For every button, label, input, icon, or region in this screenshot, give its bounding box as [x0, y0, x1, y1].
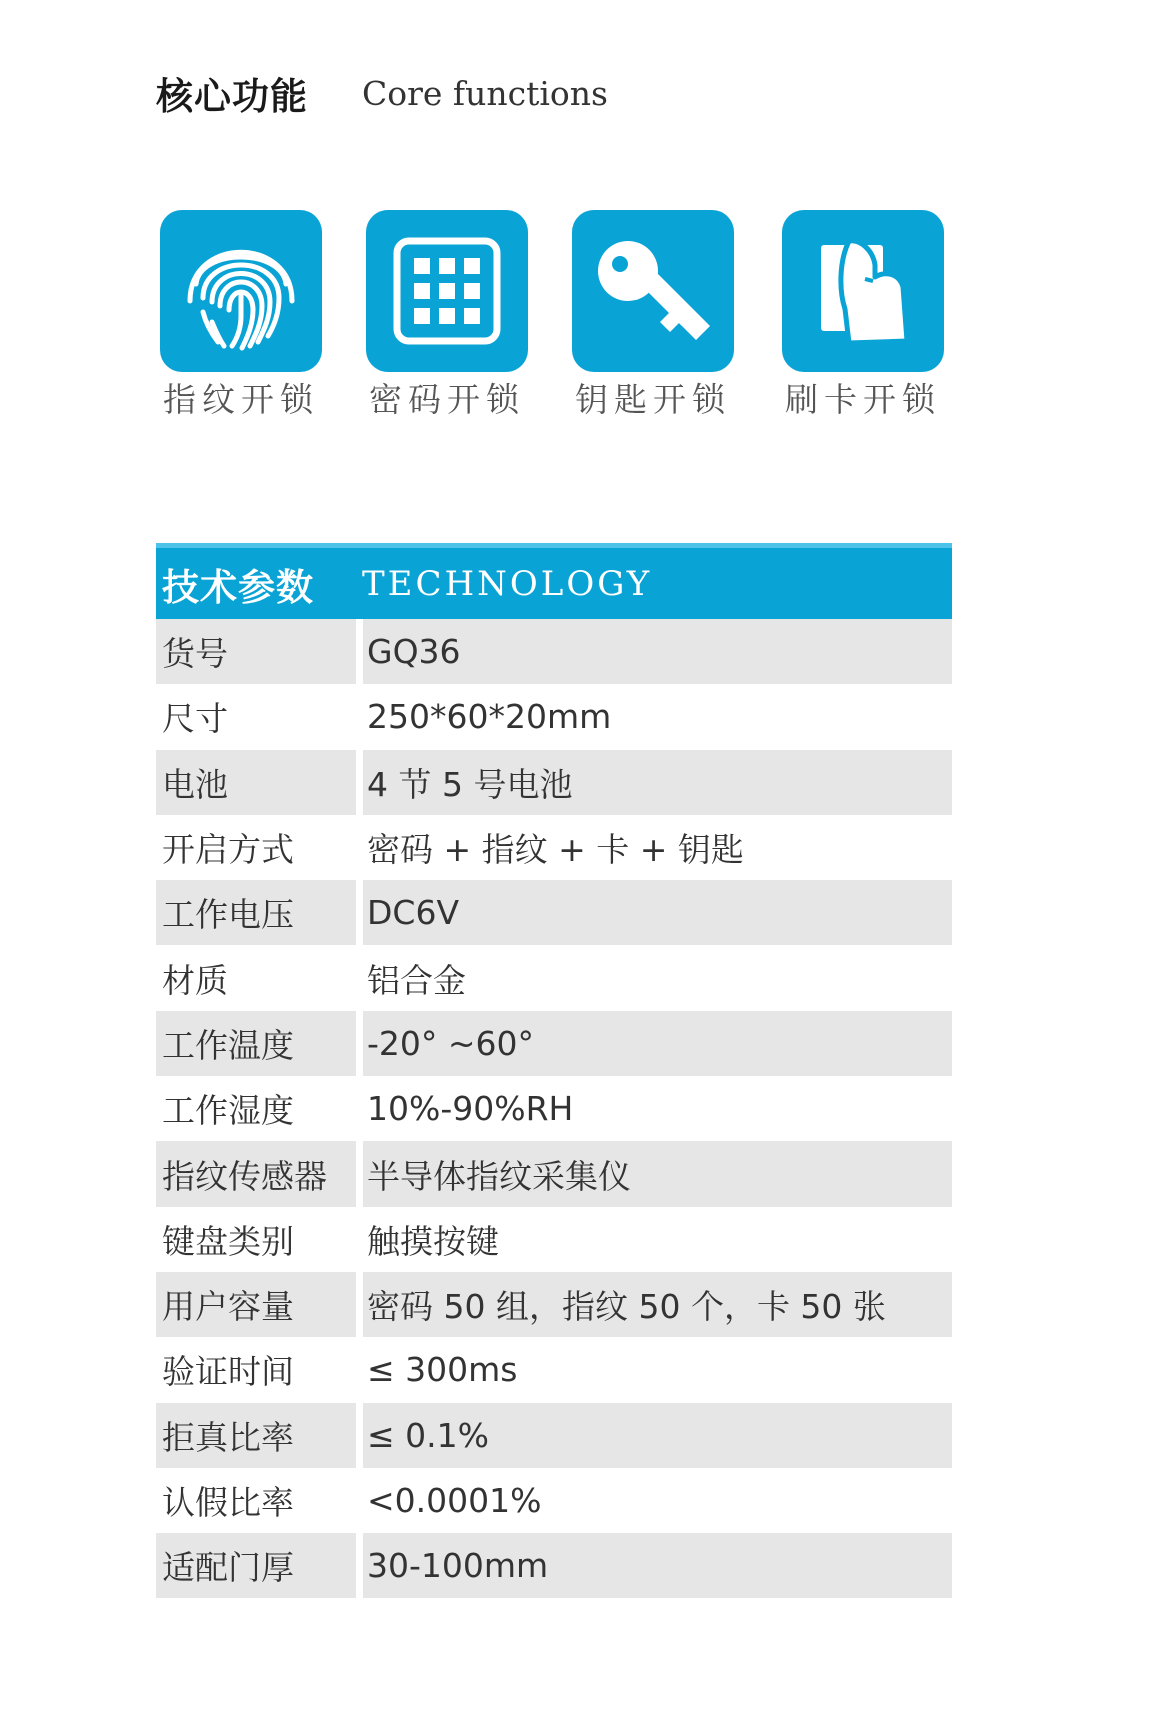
- table-row: [156, 945, 952, 1010]
- spec-value: 半导体指纹采集仪: [363, 1141, 952, 1206]
- spec-key: 键盘类别: [162, 1221, 294, 1261]
- spec-value: 触摸按键: [367, 1221, 499, 1261]
- core-functions-title-en: Core functions: [362, 73, 608, 113]
- spec-value: DC6V: [363, 880, 952, 945]
- table-row: [156, 619, 952, 684]
- table-row: [156, 1011, 952, 1076]
- tech-title-en: TECHNOLOGY: [362, 563, 653, 604]
- feature-card: [778, 210, 948, 422]
- feature-fingerprint: [156, 210, 326, 422]
- tech-title-zh: 技术参数: [162, 565, 314, 609]
- spec-value: GQ36: [363, 619, 952, 684]
- spec-value: -20° ~60°: [363, 1011, 952, 1076]
- feature-label: 钥匙开锁: [575, 380, 731, 419]
- spec-value: ≤ 300ms: [367, 1350, 518, 1390]
- feature-key: [568, 210, 738, 422]
- spec-value: 铝合金: [367, 960, 466, 1000]
- keypad-icon: [366, 210, 528, 372]
- tech-spec-table: [156, 543, 952, 1598]
- feature-password: [362, 210, 532, 422]
- spec-key: 工作湿度: [162, 1091, 294, 1131]
- spec-value: 4 节 5 号电池: [363, 750, 952, 815]
- card-swipe-icon: [782, 210, 944, 372]
- spec-key: 货号: [156, 619, 356, 684]
- table-row: [156, 1403, 952, 1468]
- spec-key: 材质: [162, 960, 228, 1000]
- spec-value: ≤ 0.1%: [363, 1403, 952, 1468]
- spec-value: 密码 50 组，指纹 50 个，卡 50 张: [363, 1272, 952, 1337]
- table-row: [156, 1468, 952, 1533]
- feature-list: [156, 210, 956, 430]
- spec-key: 开启方式: [162, 830, 294, 870]
- table-row: [156, 684, 952, 749]
- table-row: [156, 1076, 952, 1141]
- table-row: [156, 1533, 952, 1598]
- feature-label: 指纹开锁: [163, 380, 319, 419]
- spec-key: 尺寸: [162, 699, 228, 739]
- table-row: [156, 815, 952, 880]
- feature-label: 密码开锁: [369, 380, 525, 419]
- key-icon: [572, 210, 734, 372]
- fingerprint-icon: [160, 210, 322, 372]
- spec-key: 拒真比率: [156, 1403, 356, 1468]
- spec-value: <0.0001%: [367, 1481, 542, 1520]
- table-row: [156, 1207, 952, 1272]
- table-row: [156, 1141, 952, 1206]
- spec-value: 10%-90%RH: [367, 1089, 574, 1129]
- table-row: [156, 750, 952, 815]
- spec-key: 适配门厚: [156, 1533, 356, 1598]
- spec-key: 验证时间: [162, 1352, 294, 1392]
- core-functions-header: [156, 68, 608, 118]
- table-row: [156, 1337, 952, 1402]
- tech-header: [156, 543, 952, 619]
- spec-key: 电池: [156, 750, 356, 815]
- table-row: [156, 1272, 952, 1337]
- spec-key: 工作电压: [156, 880, 356, 945]
- feature-label: 刷卡开锁: [785, 380, 941, 419]
- spec-value: 250*60*20mm: [367, 697, 612, 737]
- spec-key: 用户容量: [156, 1272, 356, 1337]
- spec-key: 指纹传感器: [156, 1141, 356, 1206]
- core-functions-title-zh: 核心功能: [156, 75, 308, 118]
- table-row: [156, 880, 952, 945]
- spec-value: 密码 + 指纹 + 卡 + 钥匙: [367, 830, 744, 870]
- spec-key: 工作温度: [156, 1011, 356, 1076]
- spec-value: 30-100mm: [363, 1533, 952, 1598]
- spec-key: 认假比率: [162, 1483, 294, 1522]
